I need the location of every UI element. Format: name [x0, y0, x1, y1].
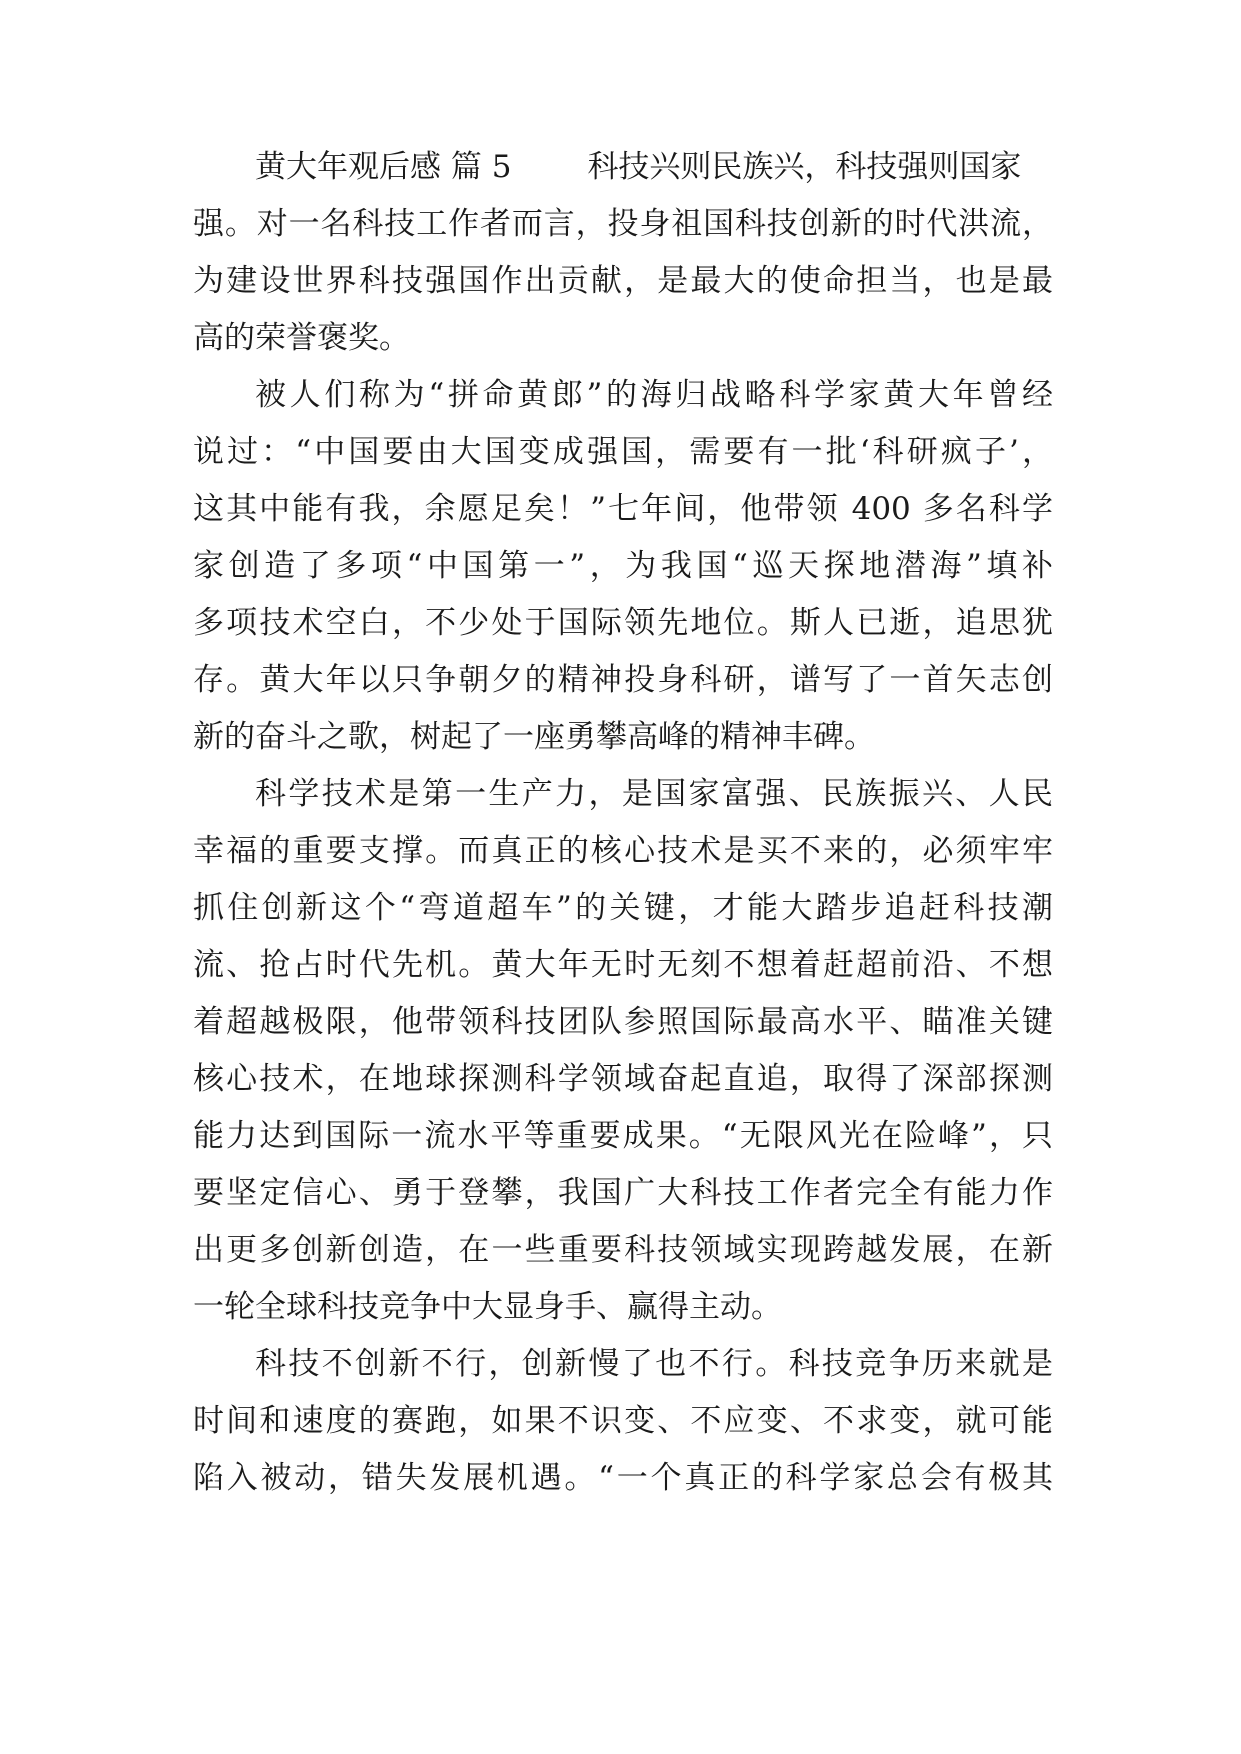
paragraph-2-line-4: 家创造了多项“中国第一”，为我国“巡天探地潜海”填补 [193, 548, 1053, 584]
paragraph-1-line-1 [255, 137, 1053, 197]
paragraph-3-line-3: 抓住创新这个“弯道超车”的关键，才能大踏步追赶科技潮 [193, 890, 1053, 926]
paragraph-4-line-1: 科技不创新不行，创新慢了也不行。科技竞争历来就是 [255, 1346, 1053, 1382]
paragraph-4-line-2: 时间和速度的赛跑，如果不识变、不应变、不求变，就可能 [193, 1403, 1053, 1439]
paragraph-2-line-5: 多项技术空白，不少处于国际领先地位。斯人已逝，追思犹 [193, 605, 1053, 641]
paragraph-3-line-8: 要坚定信心、勇于登攀，我国广大科技工作者完全有能力作 [193, 1175, 1053, 1211]
paragraph-3-line-2: 幸福的重要支撑。而真正的核心技术是买不来的，必须牢牢 [193, 833, 1053, 869]
paragraph-3-line-1: 科学技术是第一生产力，是国家富强、民族振兴、人民 [255, 776, 1053, 812]
paragraph-4-line-3: 陷入被动，错失发展机遇。“一个真正的科学家总会有极其 [193, 1460, 1053, 1496]
paragraph-1-line-4: 高的荣誉褒奖。 [193, 320, 410, 356]
paragraph-3-line-10: 一轮全球科技竞争中大显身手、赢得主动。 [193, 1289, 782, 1325]
paragraph-3-line-9: 出更多创新创造，在一些重要科技领域实现跨越发展，在新 [193, 1232, 1053, 1268]
paragraph-3-line-5: 着超越极限，他带领科技团队参照国际最高水平、瞄准关键 [193, 1004, 1053, 1040]
paragraph-2-line-2: 说过：“中国要由大国变成强国，需要有一批‘科研疯子’， [193, 434, 1053, 470]
paragraph-3-line-4: 流、抢占时代先机。黄大年无时无刻不想着赶超前沿、不想 [193, 947, 1053, 983]
paragraph-2-line-6: 存。黄大年以只争朝夕的精神投身科研，谱写了一首矢志创 [193, 662, 1053, 698]
paragraph-3-line-7: 能力达到国际一流水平等重要成果。“无限风光在险峰”，只 [193, 1118, 1053, 1154]
paragraph-1-line-3: 为建设世界科技强国作出贡献，是最大的使命担当，也是最 [193, 263, 1053, 299]
paragraph-1-line-2: 强。对一名科技工作者而言，投身祖国科技创新的时代洪流， [193, 206, 1053, 242]
essay-heading: 黄大年观后感 篇 5 [255, 149, 512, 185]
line-text: 科技兴则民族兴，科技强则国家 [587, 149, 1022, 185]
paragraph-2-line-7: 新的奋斗之歌，树起了一座勇攀高峰的精神丰碑。 [193, 719, 875, 755]
paragraph-2-line-1: 被人们称为“拼命黄郎”的海归战略科学家黄大年曾经 [255, 377, 1053, 413]
paragraph-2-line-3: 这其中能有我，余愿足矣！”七年间，他带领 400 多名科学 [193, 491, 1053, 527]
paragraph-3-line-6: 核心技术，在地球探测科学领域奋起直追，取得了深部探测 [193, 1061, 1053, 1097]
